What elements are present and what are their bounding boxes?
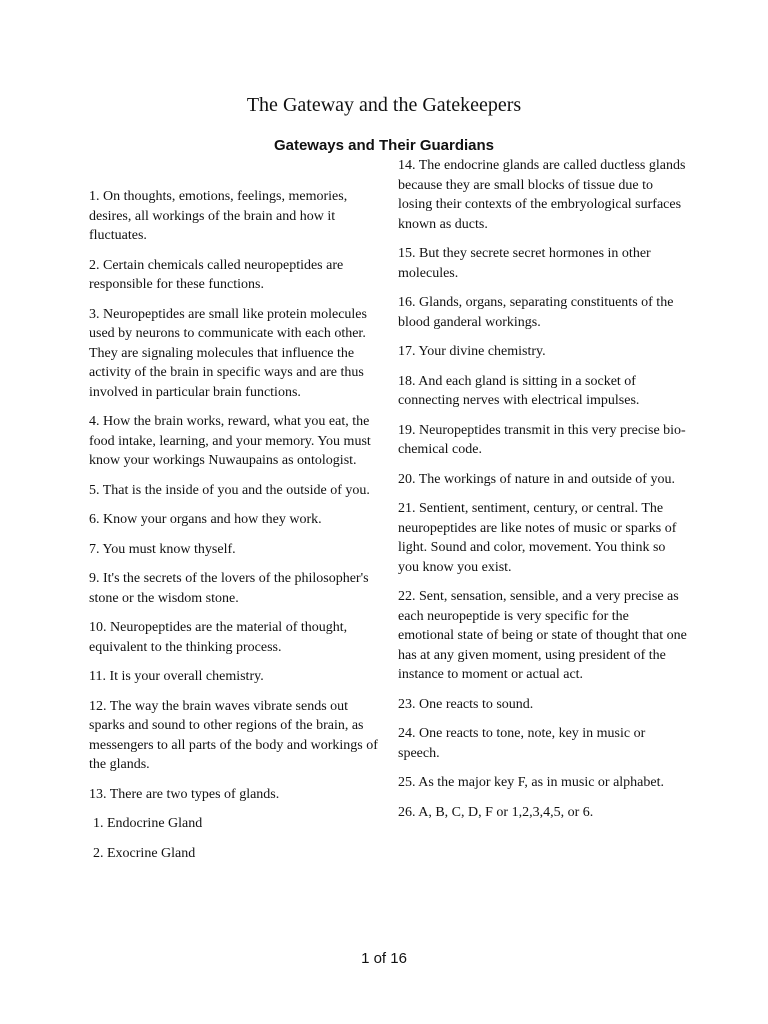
right-column (398, 156, 688, 832)
paragraph-14: 14. The endocrine glands are called ductless glands because they are small blocks of tissue due to losing their contexts of the embryological surfaces known as ducts. (398, 158, 686, 232)
page-indicator: 1 of 16 (361, 950, 407, 967)
paragraph-21: 21. Sentient, sentiment, century, or central. The neuropeptides are like notes of music or sparks of light. Sound and color, movement. You think so you know you exist. (398, 501, 677, 575)
paragraph-26: 26. A, B, C, D, F or 1,2,3,4,5, or 6. (398, 804, 594, 820)
paragraph-23: 23. One reacts to sound. (398, 696, 534, 712)
paragraph-13: 13. There are two types of glands. (89, 786, 280, 802)
page-title: The Gateway and the Gatekeepers (246, 94, 522, 116)
paragraph-16: 16. Glands, organs, separating constituents of the blood ganderal workings. (398, 295, 674, 330)
paragraph-22: 22. Sent, sensation, sensible, and a very precise as each neuropeptide is very specific for the emotional state of being or state of thought that one has at any given moment, using president of the instance to moment or actual act. (398, 589, 687, 682)
paragraph-5: 5. That is the inside of you and the outside of you. (89, 482, 370, 498)
paragraph-12: 12. The way the brain waves vibrate sends out sparks and sound to other regions of the brain, as messengers to all parts of the body and workings of the glands. (89, 698, 378, 772)
paragraph-15: 15. But they secrete secret hormones in other molecules. (398, 246, 651, 281)
paragraph-10: 10. Neuropeptides are the material of thought, equivalent to the thinking process. (89, 620, 348, 655)
section-subtitle: Gateways and Their Guardians (273, 137, 495, 154)
paragraph-19: 19. Neuropeptides transmit in this very precise bio-chemical code. (398, 422, 686, 457)
paragraph-25: 25. As the major key F, as in music or alphabet. (398, 775, 664, 790)
paragraph-18: 18. And each gland is sitting in a socket of connecting nerves with electrical impulses. (398, 373, 640, 408)
paragraph-3: 3. Neuropeptides are small like protein molecules used by neurons to communicate with each other. They are signaling molecules that influence the activity of the brain in specific ways and are thus involved in particular brain functions. (89, 306, 367, 400)
paragraph-11: 11. It is your overall chemistry. (89, 669, 264, 684)
list-item-endocrine-gland: 1. Endocrine Gland (93, 816, 203, 831)
paragraph-7: 7. You must know thyself. (89, 541, 236, 557)
paragraph-17: 17. Your divine chemistry. (398, 344, 546, 359)
paragraph-24: 24. One reacts to tone, note, key in music or speech. (398, 726, 646, 761)
paragraph-20: 20. The workings of nature in and outside of you. (398, 471, 675, 487)
paragraph-1: 1. On thoughts, emotions, feelings, memories, desires, all workings of the brain and how it fluctuates. (89, 189, 348, 243)
paragraph-6: 6. Know your organs and how they work. (89, 512, 322, 527)
paragraph-9: 9. It's the secrets of the lovers of the philosopher's stone or the wisdom stone. (89, 571, 369, 606)
paragraph-4: 4. How the brain works, reward, what you eat, the food intake, learning, and your memory. You must know your workings Nuwaupains as ontologist. (89, 414, 371, 468)
list-item-exocrine-gland: 2. Exocrine Gland (93, 845, 196, 861)
left-column (89, 187, 379, 873)
paragraph-2: 2. Certain chemicals called neuropeptides are responsible for these functions. (89, 257, 344, 292)
